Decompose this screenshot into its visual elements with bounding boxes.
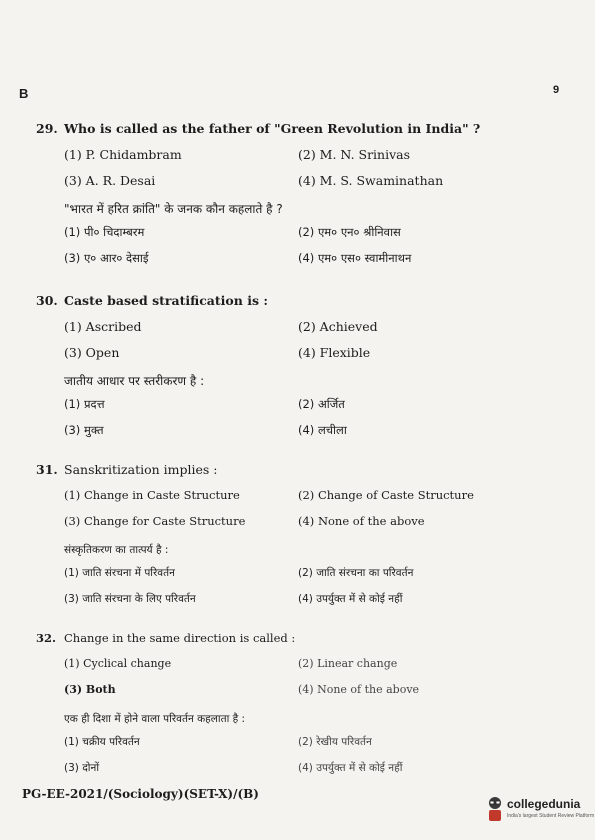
question-31 [36,462,556,618]
option-4-en: (4) M. S. Swaminathan [298,173,444,188]
mascot-icon [485,795,505,823]
option-3-hi: (3) मुक्त [64,423,104,437]
question-number: 29. [36,121,58,136]
option-2-en: (2) Change of Caste Structure [298,488,474,502]
option-2-en: (2) M. N. Srinivas [298,147,411,162]
option-3-en: (3) Change for Caste Structure [64,514,246,528]
brand-tagline: India's largest Student Review Platform [507,813,595,819]
question-text-hi: "भारत में हरित क्रांति" के जनक कौन कहलाते है ? [64,202,283,216]
option-2-en: (2) Linear change [298,657,398,670]
question-text-hi: संस्कृतिकरण का तात्पर्य है : [64,544,169,556]
option-2-hi: (2) रेखीय परिवर्तन [298,736,372,748]
question-text [36,121,556,147]
set-letter: B [19,86,29,101]
option-1-hi: (1) पी० चिदाम्बरम [64,225,145,239]
option-2-hi: (2) जाति संरचना का परिवर्तन [298,567,414,579]
question-29 [36,121,556,277]
option-4-hi: (4) एम० एस० स्वामीनाथन [298,251,412,265]
question-text-en: Caste based stratification is : [64,293,268,308]
question-text-hi: एक ही दिशा में होने वाला परिवर्तन कहलाता है : [64,713,246,725]
option-2-hi: (2) एम० एन० श्रीनिवास [298,225,401,239]
option-2-hi: (2) अर्जित [298,397,345,411]
question-number: 31. [36,462,58,477]
option-1-en: (1) P. Chidambram [64,147,182,162]
option-1-en: (1) Change in Caste Structure [64,488,240,502]
option-4-en: (4) None of the above [298,683,420,696]
option-3-hi: (3) ए० आर० देसाई [64,251,149,265]
question-text-hi: जातीय आधार पर स्तरीकरण है : [64,374,205,388]
option-1-en: (1) Cyclical change [64,657,172,670]
question-number: 30. [36,293,58,308]
question-text-en: Sanskritization implies : [64,462,218,477]
option-4-en: (4) None of the above [298,514,425,528]
paper-code-footer: PG-EE-2021/(Sociology)(SET-X)/(B) [22,787,259,801]
option-3-en: (3) A. R. Desai [64,173,156,188]
brand-name: collegedunia [507,797,581,811]
question-number: 32. [36,631,57,645]
option-4-en: (4) Flexible [298,345,371,360]
page-number: 9 [553,84,560,96]
question-32 [36,631,556,787]
option-1-hi: (1) प्रदत्त [64,397,105,411]
question-30 [36,293,556,449]
option-2-en: (2) Achieved [298,319,378,334]
option-3-hi: (3) दोनों [64,762,100,774]
question-text-en: Change in the same direction is called : [64,631,296,645]
option-3-hi: (3) जाति संरचना के लिए परिवर्तन [64,593,196,605]
option-3-en: (3) Open [64,345,120,360]
option-1-hi: (1) जाति संरचना में परिवर्तन [64,567,175,579]
collegedunia-logo [485,795,595,831]
option-1-hi: (1) चक्रीय परिवर्तन [64,736,140,748]
option-3-en: (3) Both [64,683,116,696]
question-text-en: Who is called as the father of "Green Revolution in India" ? [64,121,481,136]
option-4-hi: (4) लचीला [298,423,347,437]
option-1-en: (1) Ascribed [64,319,142,334]
option-4-hi: (4) उपर्युक्त में से कोई नहीं [298,762,403,774]
option-4-hi: (4) उपर्युक्त में से कोई नहीं [298,593,403,605]
